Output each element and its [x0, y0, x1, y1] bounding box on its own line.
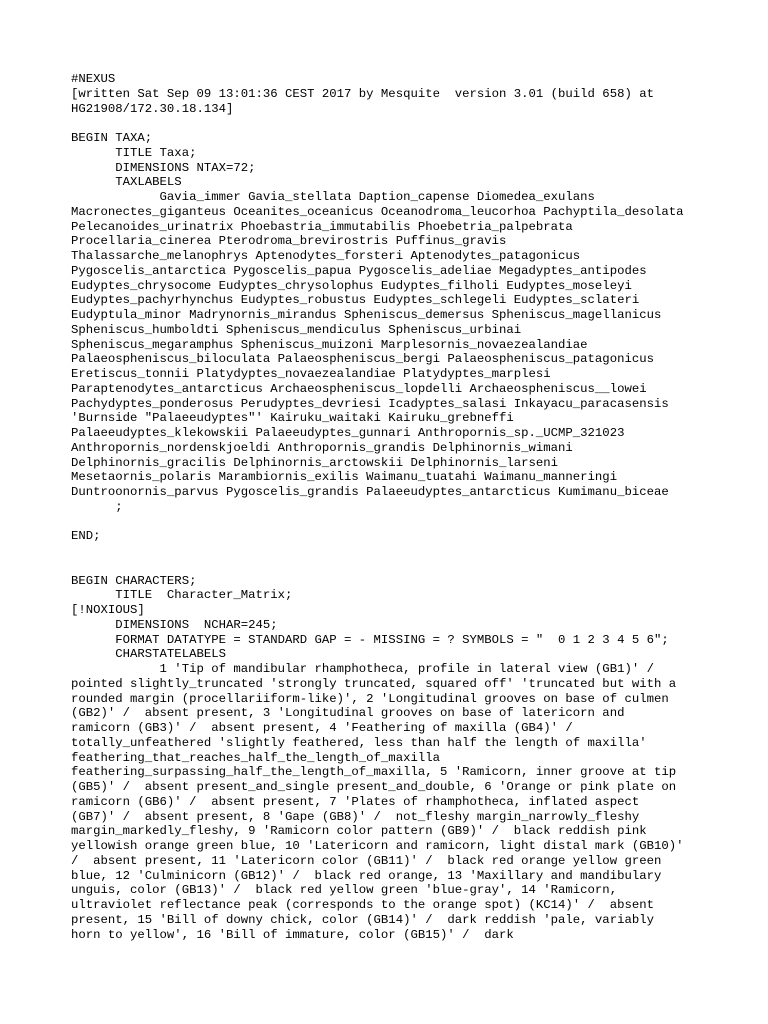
document-line: END;	[71, 529, 101, 544]
document-line: totally_unfeathered 'slightly feathered, less than half the length of maxilla'	[71, 735, 647, 750]
document-line: ramicorn (GB6)' / absent present, 7 'Plates of rhamphotheca, inflated aspect	[71, 794, 640, 809]
document-line: [written Sat Sep 09 13:01:36 CEST 2017 by Mesquite version 3.01 (build 658) at	[71, 86, 654, 101]
document-line	[71, 559, 731, 574]
document-line: Duntroonornis_parvus Pygoscelis_grandis Palaeeudyptes_antarcticus Kumimanu_biceae	[71, 485, 669, 499]
document-line: (GB7)' / absent present, 8 'Gape (GB8)' / not_fleshy margin_narrowly_fleshy	[71, 809, 640, 824]
document-line: (GB2)' / absent present, 3 'Longitudinal grooves on base of latericorn and	[71, 706, 625, 721]
document-line: Gavia_immer Gavia_stellata Daption_capense Diomedea_exulans	[71, 190, 595, 204]
document-line: HG21908/172.30.18.134]	[71, 101, 234, 116]
document-line: present, 15 'Bill of downy chick, color (GB14)' / dark reddish 'pale, variably	[71, 912, 654, 927]
document-line: Pachydyptes_ponderosus Perudyptes_devriesi Icadyptes_salasi Inkayacu_paracasensis	[71, 396, 669, 411]
document-line: Eudyptula_minor Madrynornis_mirandus Spheniscus_demersus Spheniscus_magellanicus	[71, 308, 662, 322]
document-line: feathering_that_reaches_half_the_length_of_maxilla	[71, 750, 440, 765]
document-line: feathering_surpassing_half_the_length_of_maxilla, 5 'Ramicorn, inner groove at tip	[71, 765, 677, 780]
document-line: FORMAT DATATYPE = STANDARD GAP = - MISSING = ? SYMBOLS = " 0 1 2 3 4 5 6";	[71, 632, 669, 647]
document-line: TITLE Character_Matrix;	[71, 588, 293, 603]
document-line: Eudyptes_chrysocome Eudyptes_chrysolophus Eudyptes_filholi Eudyptes_moseleyi	[71, 278, 632, 293]
document-line	[71, 116, 731, 131]
document-line: Macronectes_giganteus Oceanites_oceanicus Oceanodroma_leucorhoa Pachyptila_desolata	[71, 204, 684, 219]
document-line: blue, 12 'Culminicorn (GB12)' / black red orange, 13 'Maxillary and mandibulary	[71, 868, 662, 883]
document-line: TAXLABELS	[71, 175, 182, 190]
document-line: BEGIN CHARACTERS;	[71, 573, 197, 588]
document-line: ramicorn (GB3)' / absent present, 4 'Feathering of maxilla (GB4)' /	[71, 721, 573, 735]
document-line: Spheniscus_megaramphus Spheniscus_muizoni Marplesornis_novaezealandiae	[71, 337, 588, 352]
document-line: DIMENSIONS NCHAR=245;	[71, 617, 278, 632]
document-line: Spheniscus_humboldti Spheniscus_mendiculus Spheniscus_urbinai	[71, 322, 522, 337]
document-line: Eudyptes_pachyrhynchus Eudyptes_robustus Eudyptes_schlegeli Eudyptes_sclateri	[71, 293, 640, 308]
document-line: DIMENSIONS NTAX=72;	[71, 160, 256, 175]
document-line: ultraviolet reflectance peak (corresponds to the orange spot) (KC14)' / absent	[71, 898, 654, 912]
document-line	[71, 515, 731, 530]
document-line: 1 'Tip of mandibular rhamphotheca, profile in lateral view (GB1)' /	[71, 662, 654, 676]
document-line: Palaeospheniscus_biloculata Palaeospheniscus_bergi Palaeospheniscus_patagonicus	[71, 352, 654, 367]
nexus-document	[71, 72, 731, 942]
document-line: horn to yellow', 16 'Bill of immature, color (GB15)' / dark	[71, 927, 514, 942]
document-line: Pygoscelis_antarctica Pygoscelis_papua Pygoscelis_adeliae Megadyptes_antipodes	[71, 263, 647, 278]
document-line: pointed slightly_truncated 'strongly truncated, squared off' 'truncated but with a	[71, 676, 677, 691]
document-line: 'Burnside "Palaeeudyptes"' Kairuku_waitaki Kairuku_grebneffi	[71, 411, 514, 426]
document-line: Eretiscus_tonnii Platydyptes_novaezealandiae Platydyptes_marplesi	[71, 367, 551, 381]
document-line: TITLE Taxa;	[71, 145, 197, 160]
document-line: yellowish orange green blue, 10 'Latericorn and ramicorn, light distal mark (GB10)'	[71, 839, 684, 853]
document-line: margin_markedly_fleshy, 9 'Ramicorn color pattern (GB9)' / black reddish pink	[71, 824, 647, 839]
document-line: Mesetaornis_polaris Marambiornis_exilis Waimanu_tuatahi Waimanu_manneringi	[71, 470, 618, 485]
document-line: Delphinornis_gracilis Delphinornis_arctowskii Delphinornis_larseni	[71, 455, 559, 470]
document-line: CHARSTATELABELS	[71, 647, 226, 662]
document-line: Paraptenodytes_antarcticus Archaeospheniscus_lopdelli Archaeospheniscus__lowei	[71, 381, 647, 396]
document-line: [!NOXIOUS]	[71, 603, 145, 617]
document-line	[71, 544, 731, 559]
document-line: (GB5)' / absent present_and_single present_and_double, 6 'Orange or pink plate on	[71, 780, 677, 794]
document-line: BEGIN TAXA;	[71, 131, 153, 145]
document-line: Anthropornis_nordenskjoeldi Anthropornis_grandis Delphinornis_wimani	[71, 440, 573, 455]
document-line: Pelecanoides_urinatrix Phoebastria_immutabilis Phoebetria_palpebrata	[71, 219, 573, 234]
document-line: Palaeeudyptes_klekowskii Palaeeudyptes_gunnari Anthropornis_sp._UCMP_321023	[71, 426, 625, 440]
document-line: Thalassarche_melanophrys Aptenodytes_forsteri Aptenodytes_patagonicus	[71, 249, 581, 263]
document-line: Procellaria_cinerea Pterodroma_brevirostris Puffinus_gravis	[71, 234, 507, 249]
document-line: unguis, color (GB13)' / black red yellow green 'blue-gray', 14 'Ramicorn,	[71, 883, 618, 898]
document-line: rounded margin (procellariiform-like)', 2 'Longitudinal grooves on base of culmen	[71, 691, 669, 706]
document-line: #NEXUS	[71, 72, 116, 86]
document-line: / absent present, 11 'Latericorn color (GB11)' / black red orange yellow green	[71, 853, 662, 868]
document-line: ;	[71, 499, 123, 514]
